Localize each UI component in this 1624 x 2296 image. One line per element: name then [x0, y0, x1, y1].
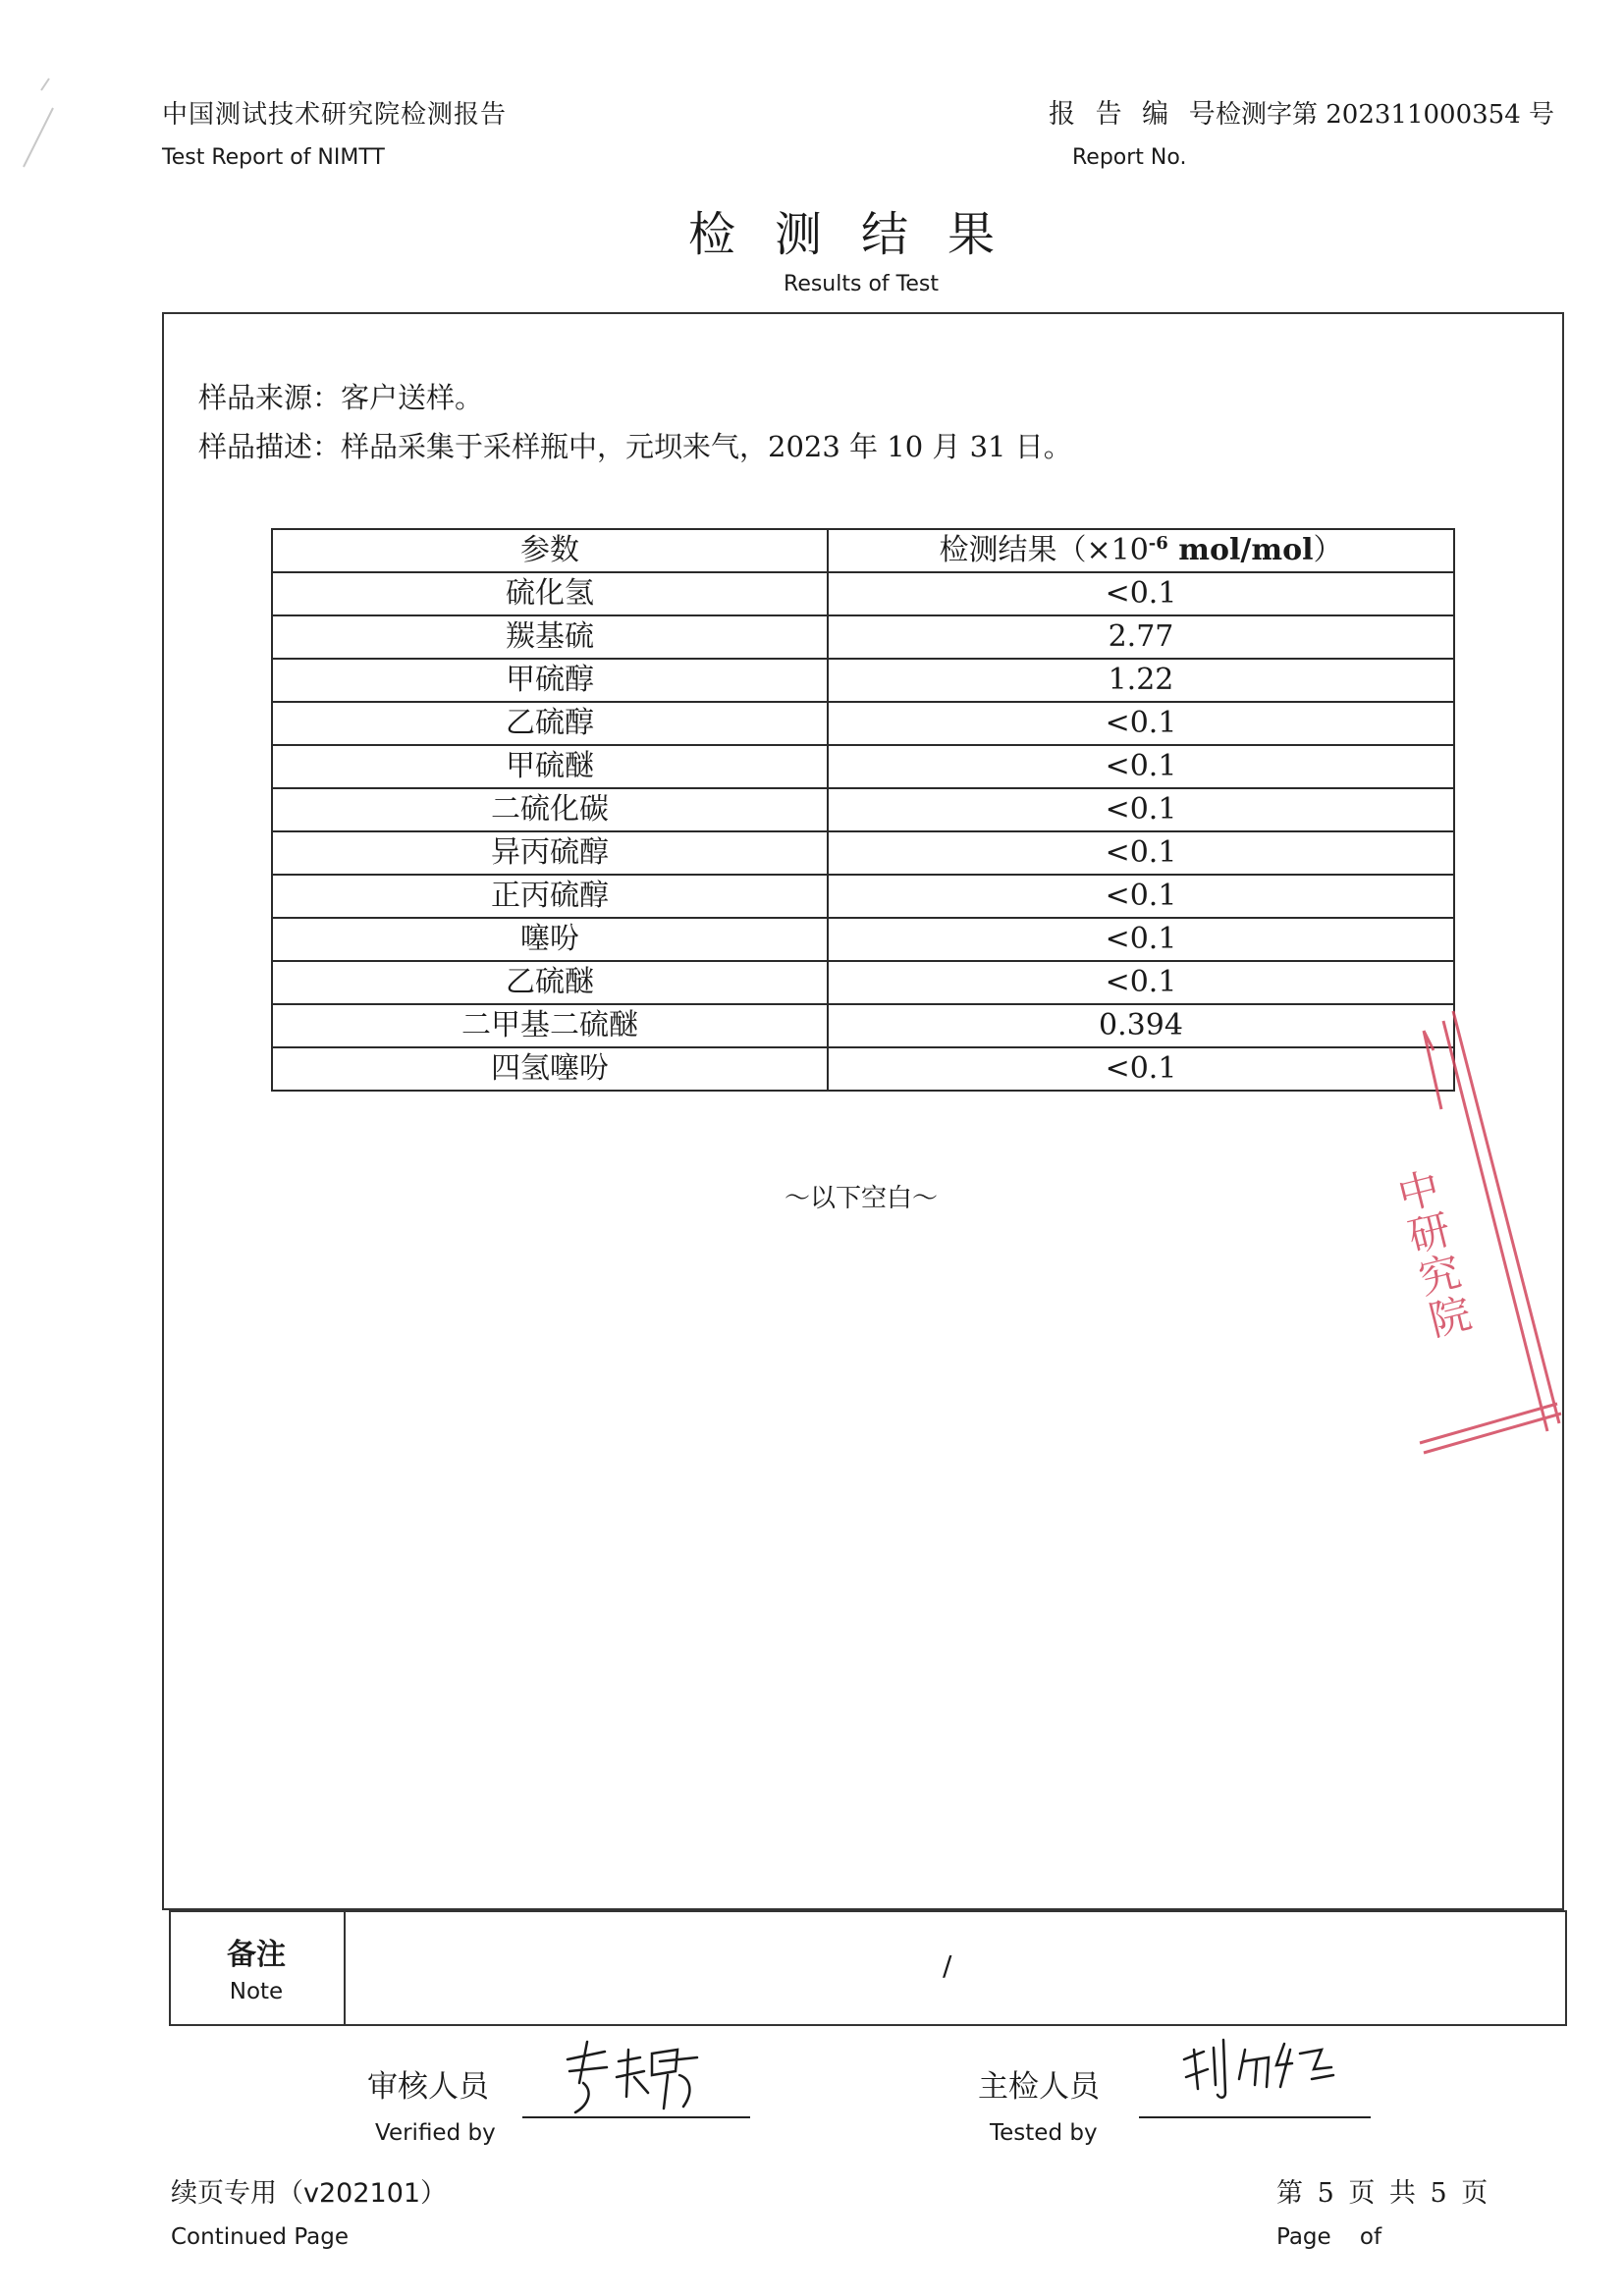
column-header-result [828, 529, 1454, 572]
org-name-cn: 中国测试技术研究院检测报告 [162, 100, 508, 130]
report-no-label: 报 告 编 号 [1049, 99, 1221, 130]
continued-page-label-cn: 续页专用（v202101） [171, 2178, 448, 2209]
org-name-en: Test Report of NIMTT [162, 145, 385, 170]
page-title-cn: 检测结果 [687, 207, 1034, 262]
table-row [272, 961, 1454, 1004]
table-row [272, 659, 1454, 702]
result-cell: 1.22 [828, 659, 1454, 702]
verifier-label-cn: 审核人员 [367, 2069, 489, 2105]
param-cell: 正丙硫醇 [272, 875, 828, 918]
param-cell: 异丙硫醇 [272, 831, 828, 875]
result-cell: 2.77 [828, 615, 1454, 659]
param-cell: 噻吩 [272, 918, 828, 961]
result-cell: <0.1 [828, 788, 1454, 831]
tester-signature-line [1139, 2116, 1371, 2118]
param-cell: 二硫化碳 [272, 788, 828, 831]
table-row [272, 615, 1454, 659]
result-header-prefix: 检测结果（×10 [939, 533, 1149, 567]
report-no-value: 检测字第 202311000354 号 [1216, 100, 1555, 130]
param-cell: 二甲基二硫醚 [272, 1004, 828, 1047]
result-cell: 0.394 [828, 1004, 1454, 1047]
param-cell: 四氢噻吩 [272, 1047, 828, 1091]
table-row [272, 745, 1454, 788]
tester-label-en: Tested by [990, 2120, 1098, 2146]
scan-edge-mark [20, 69, 59, 177]
verifier-label-en: Verified by [375, 2120, 496, 2146]
note-divider [344, 1910, 346, 2026]
verifier-handwritten-signature [550, 2032, 717, 2120]
result-cell: <0.1 [828, 702, 1454, 745]
blank-below-marker: ～以下空白～ [784, 1184, 938, 1213]
table-row [272, 831, 1454, 875]
table-row [272, 702, 1454, 745]
result-cell: <0.1 [828, 875, 1454, 918]
result-cell: <0.1 [828, 745, 1454, 788]
page-title-en: Results of Test [784, 272, 939, 296]
column-header-parameter: 参数 [272, 529, 828, 572]
result-header-exponent: -6 [1148, 533, 1168, 554]
table-row [272, 1047, 1454, 1091]
note-label-en: Note [229, 1979, 284, 2004]
continued-page-label-en: Continued Page [171, 2224, 350, 2250]
result-cell: <0.1 [828, 572, 1454, 615]
seal-stamp-text: 中研究院 [1387, 1164, 1477, 1345]
note-value: / [943, 1949, 952, 1982]
tester-label-cn: 主检人员 [978, 2069, 1100, 2105]
param-cell: 甲硫醚 [272, 745, 828, 788]
table-row [272, 918, 1454, 961]
page-number-en: Page of [1276, 2224, 1382, 2250]
param-cell: 硫化氢 [272, 572, 828, 615]
tester-handwritten-signature [1174, 2030, 1341, 2109]
note-label-cn: 备注 [227, 1938, 286, 1972]
results-table [271, 528, 1455, 1092]
sample-description: 样品描述：样品采集于采样瓶中，元坝来气，2023 年 10 月 31 日。 [198, 430, 1072, 463]
sample-source: 样品来源：客户送样。 [198, 381, 484, 414]
param-cell: 乙硫醇 [272, 702, 828, 745]
note-box [169, 1910, 1567, 2026]
table-row [272, 1004, 1454, 1047]
table-header-row [272, 529, 1454, 572]
result-header-unit: mol/mol [1167, 533, 1314, 567]
param-cell: 乙硫醚 [272, 961, 828, 1004]
page-number-cn: 第 5 页 共 5 页 [1276, 2178, 1491, 2209]
table-row [272, 788, 1454, 831]
result-cell: <0.1 [828, 961, 1454, 1004]
param-cell: 羰基硫 [272, 615, 828, 659]
param-cell: 甲硫醇 [272, 659, 828, 702]
table-row [272, 875, 1454, 918]
result-cell: <0.1 [828, 918, 1454, 961]
result-header-suffix: ） [1313, 533, 1343, 567]
result-cell: <0.1 [828, 1047, 1454, 1091]
report-no-label-en: Report No. [1072, 145, 1187, 170]
result-cell: <0.1 [828, 831, 1454, 875]
table-row [272, 572, 1454, 615]
